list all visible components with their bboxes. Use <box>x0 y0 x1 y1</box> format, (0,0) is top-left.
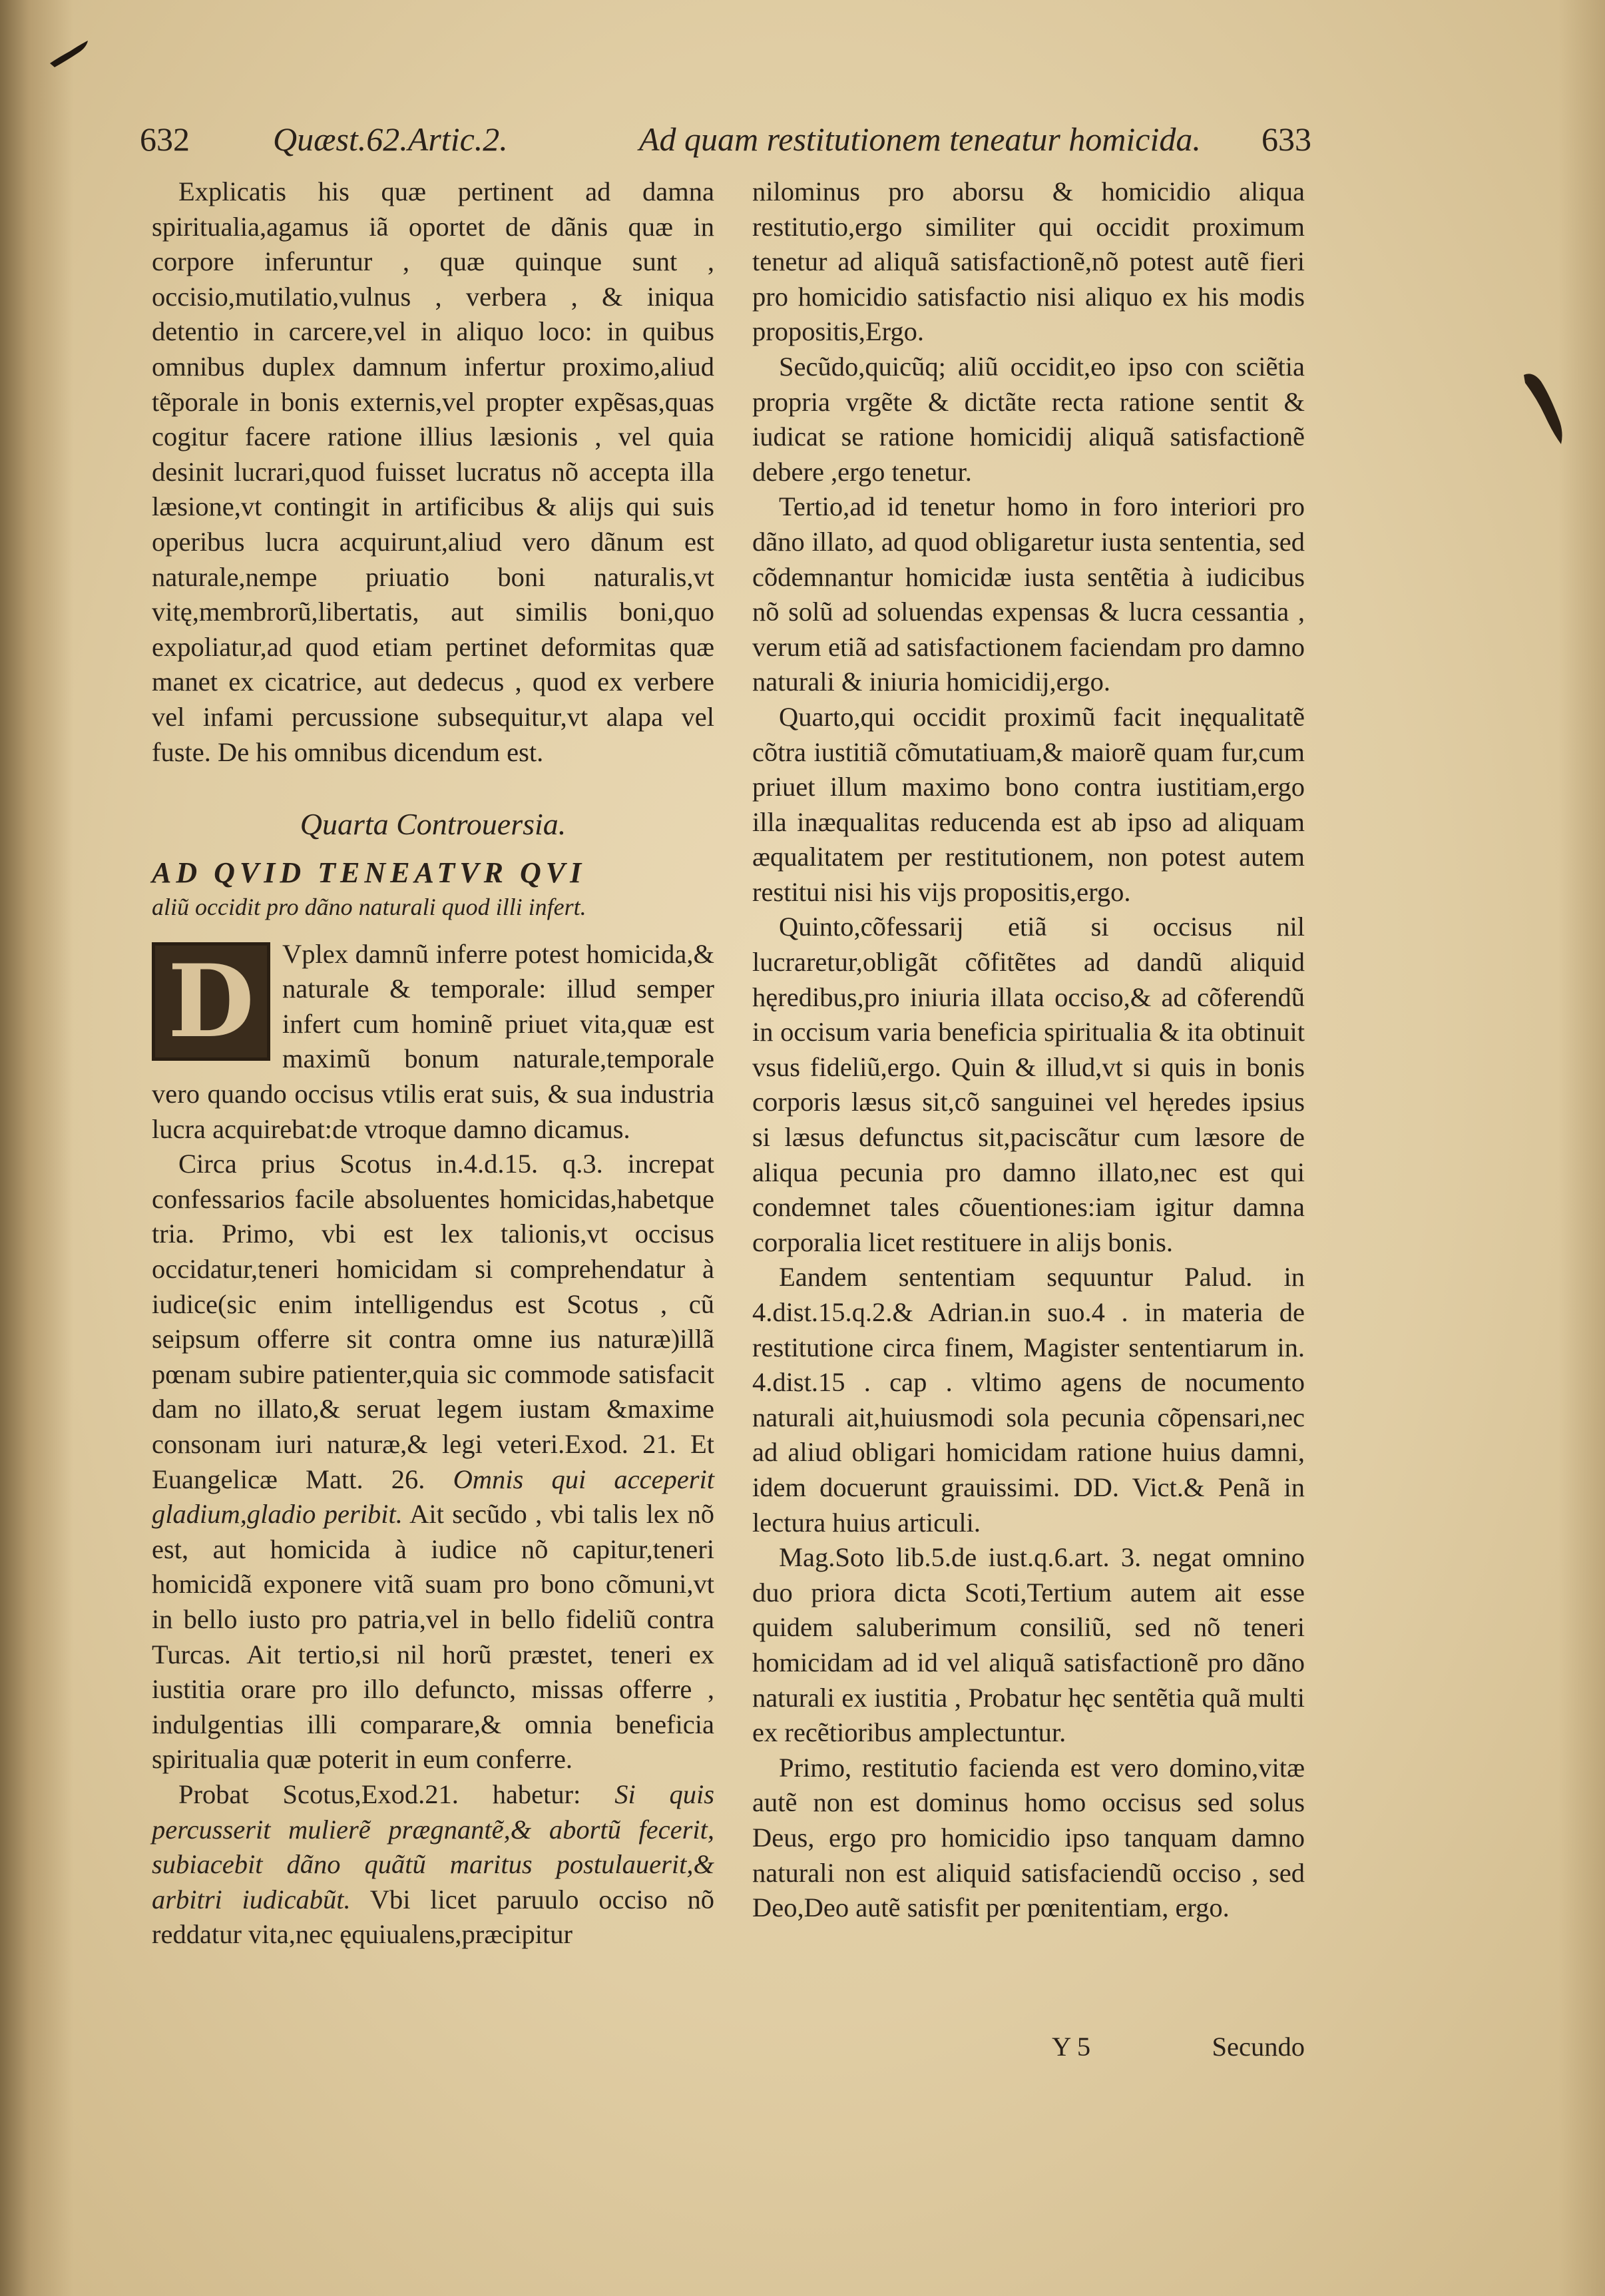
paragraph: Explicatis his quæ pertinent ad damna spiritualia,agamus iã oportet de dãnis quæ in corpore inferuntur , quæ quinque sunt , occisio,mutilatio,vulnus , verbera , & iniqua detentio in carcere,vel in aliquo loco: in quibus omnibus duplex damnum infertur proximo,aliud tẽporale in bonis externis,vel propter expẽsas,quas cogitur facere ratione illius læsionis , vel quia desinit lucrari,quod fuisset lucratus nõ accepta illa læsione,vt contingit in artificibus & alijs qui suis operibus lucra acquirunt,aliud vero dãnum est naturale,nempe priuatio boni naturalis,vt vitę,membrorũ,libertatis, aut similis boni,quo expoliatur,ad quod etiam pertinet deformitas quæ manet ex cicatrice, aut dedecus , quod ex verbere vel infami percussione subsequitur,vt alapa vel fuste. De his omnibus dicendum est. <box>152 176 714 767</box>
running-head <box>140 107 1311 166</box>
left-column <box>152 174 714 1952</box>
page-footer <box>752 2031 1305 2071</box>
text-span: Circa prius Scotus in.4.d.15. q.3. increpat confessarios facile absoluentes homicidas,habetque tria. Primo, vbi est lex talionis,vt occisus occidatur,teneri homicidam si comprehendatur à iudice(sic enim intelligendus est Scotus , cũ seipsum offerre sit contra omne ius naturæ)illã pœnam subire patienter,quia sic commode satisfacit dam no illato,& seruat legem iustam &maxime consonam iuri naturæ,& legi veteri.Exod. 21. Et Euangelicæ Matt. 26. <box>152 1149 714 1494</box>
paragraph: Quarto,qui occidit proximũ facit inęqualitatẽ cõtra iustitiã cõmutatiuam,& maiorẽ quam fur,cum priuet illum maximo bono contra iustitiam,ergo illa inæqualitas reducenda est ab ipso ad aliquam æqualitatem per restitutionem, non potest autem restitui nisi his vijs propositis,ergo. <box>752 701 1305 907</box>
paragraph: Secũdo,quicũq; aliũ occidit,eo ipso con sciẽtia propria vrgẽte & dictãte recta ratione sentit & iudicat se ratione homicidij aliquã satisfactionẽ debere ,ergo tenetur. <box>752 351 1305 487</box>
catchword: Secundo <box>1212 2032 1305 2062</box>
text-span: Vbi licet paruulo occiso nõ reddatur vita,nec ęquiualens,præcipitur <box>152 1884 714 1950</box>
ink-mark-right-margin <box>1521 370 1568 449</box>
question-subtitle: aliũ occidit pro dãno naturali quod illi infert. <box>152 893 586 920</box>
paragraph <box>152 1147 714 1777</box>
ink-mark-top-left <box>47 37 93 70</box>
section-heading: Quarta Controuersia. <box>300 807 567 842</box>
signature-mark: Y 5 <box>1052 2032 1091 2062</box>
paragraph: Eandem sententiam sequuntur Palud. in 4.dist.15.q.2.& Adrian.in suo.4 . in materia de restitutione circa finem, Magister sententiarum in. 4.dist.15 . cap . vltimo agens de nocumento naturali ait,huiusmodi sola pecunia cõpensari,nec ad aliud obligari homicidam ratione huius damni, idem docuerunt grauissimi. DD. Vict.& Penã in lectura huius articuli. <box>752 1262 1305 1538</box>
text-span: Probat Scotus,Exod.21. habetur: <box>178 1779 581 1809</box>
running-title-right: Ad quam restitutionem teneatur homicida. <box>639 121 1201 158</box>
text-span: Ait secũdo , vbi talis lex nõ est, aut homicida à iudice nõ capitur,teneri homicidã exponere vitã suam pro bono cõmuni,vt in bello iusto pro patria,vel in bello fideliũ contra Turcas. Ait tertio,si nil horũ præstet, teneri ex iustitia orare pro illo defuncto, missas offerre , indulgentias illi comparare,& omnia beneficia spiritualia quæ poterit in eum conferre. <box>152 1499 715 1775</box>
page-number-left: 632 <box>140 121 190 158</box>
paragraph: Mag.Soto lib.5.de iust.q.6.art. 3. negat omnino duo priora dicta Scoti,Tertium autem ait esse quidem saluberimum consiliũ, sed nõ teneri homicidam ad id vel aliquã satisfactionẽ pro dãno naturali ex iustitia , Probatur hęc sentẽtia quã multi ex recẽtioribus amplectuntur. <box>752 1542 1305 1748</box>
gutter-shadow <box>0 0 73 2296</box>
scripture-quote: Si quis percusserit mulierẽ prægnantẽ,& abortũ fecerit, subiacebit dãno quãtũ maritus postulauerit,& arbitri iudicabũt. <box>152 1779 715 1914</box>
paragraph: Quinto,cõfessarij etiã si occisus nil lucraretur,obligãt cõfitẽtes ad dandũ aliquid hęredibus,pro iniuria illata occiso,& ad cõferendũ in occisum varia beneficia spiritualia & ita obtinuit vsus fideliũ,ergo. Quin & illud,vt si quis in bonis corporis læsus sit,cõ sanguinei vel hęredes ipsius si læsus defunctus sit,paciscãtur cum læsore de aliqua pecunia pro damno illato,nec est qui condemnet tales cõuentiones:iam igitur damna corporalia licet restituere in alijs bonis. <box>752 912 1305 1257</box>
page-number-right: 633 <box>1261 121 1311 158</box>
paragraph: nilominus pro aborsu & homicidio aliqua restitutio,ergo similiter qui occidit proximum tenetur ad aliquã satisfactionẽ,nõ potest autẽ fieri pro homicidio satisfactio nisi aliquo ex his modis propositis,Ergo. <box>752 176 1305 347</box>
page-edge-shadow <box>1558 0 1605 2296</box>
paragraph: Vplex damnũ inferre potest homicida,& naturale & temporale: illud semper infert cum hominẽ priuet vita,quæ est maximũ bonum naturale,temporale vero quando occisus vtilis erat suis, & sua industria lucra acquirebat:de vtroque damno dicamus. <box>152 938 714 1144</box>
paragraph <box>152 1777 714 1952</box>
right-column <box>752 174 1305 1926</box>
decorated-initial <box>152 942 270 1061</box>
drop-cap-letter: D <box>167 942 255 1060</box>
scripture-quote: Omnis qui acceperit gladium,gladio peribit. <box>152 1464 714 1530</box>
paragraph: Tertio,ad id tenetur homo in foro interiori pro dãno illato, ad quod obligaretur iusta sententia, sed cõdemnantur homicidæ iusta sentẽtia à iudicibus nõ solũ ad soluendas expensas & lucra cessantia , verum etiã ad satisfactionem faciendam pro damno naturali & iniuria homicidij,ergo. <box>752 491 1305 697</box>
running-title-left: Quæst.62.Artic.2. <box>273 121 508 158</box>
paragraph: Primo, restitutio facienda est vero domino,vitæ autẽ non est dominus homo occisus sed solus Deus, ergo pro homicidio ipso tanquam damno naturali non est aliquid satisfaciendũ occiso , sed Deo,Deo autẽ satisfit per pœnitentiam, ergo. <box>752 1752 1305 1923</box>
question-title: AD QVID TENEATVR QVI <box>152 856 586 889</box>
